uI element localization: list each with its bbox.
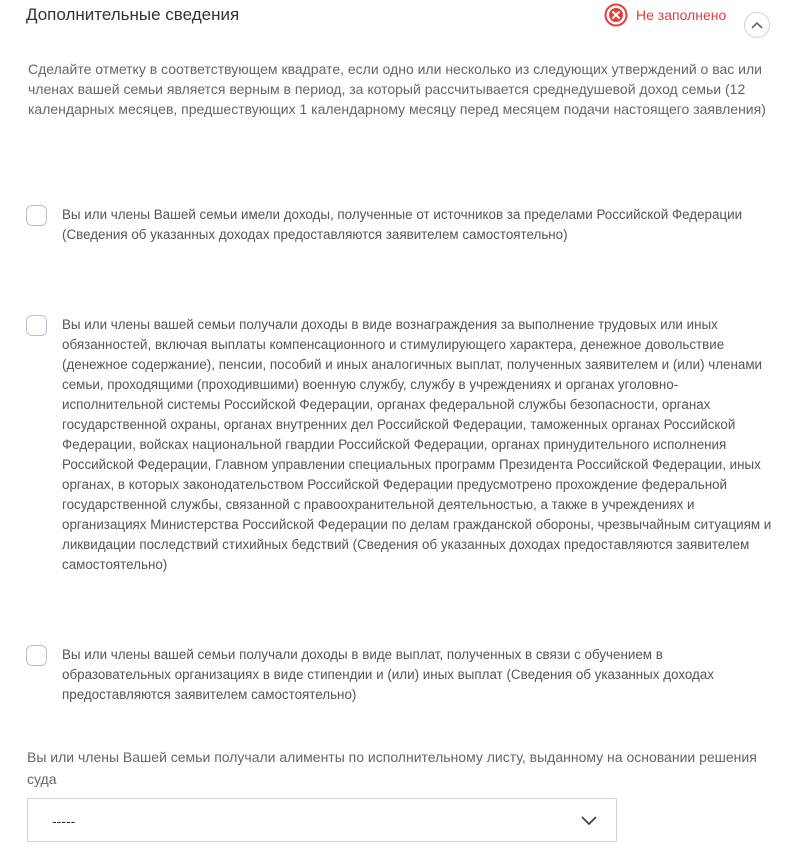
status-indicator	[604, 2, 726, 28]
intro-text: Сделайте отметку в соответствующем квадрате, если одно или несколько из следующих утверждений о вас или членах вашей семьи является верным в период, за который рассчитывается среднедушевой доход семьи (12 календарных месяцев, предшествующих 1 календарному месяцу перед месяцем подачи настоящего заявления)	[28, 61, 766, 117]
alimony-question-label: Вы или члены Вашей семьи получали алименты по исполнительному листу, выданному на основании решения суда	[27, 749, 757, 787]
checkbox-label-service-income: Вы или члены вашей семьи получали доходы в виде вознаграждения за выполнение трудовых или иных обязанностей, включая выплаты компенсационного и стимулирующего характера, денежное довольствие (денежное содержание), пенсии, пособий и иных аналогичных выплат, полученных заявителем и (или) членами семьи, проходящими (проходившими) военную службу, службу в учреждениях и органах уголовно-исполнительной системы Российской Федерации, органах федеральной службы безопасности, органах государственной охраны, органах внутренних дел Российской Федерации, таможенных органах Российской Федерации, войсках национальной гвардии Российской Федерации, органах принудительного исполнения Российской Федерации, Главном управлении специальных программ Президента Российской Федерации, иных органах, в которых законодательством Российской Федерации предусмотрено прохождение федеральной государственной службы, связанной с правоохранительной деятельностью, а также в учреждениях и организациях Министерства Российской Федерации по делам гражданской обороны, чрезвычайным ситуациям и ликвидации последствий стихийных бедствий (Сведения об указанных доходах предоставляются заявителем самостоятельно)	[62, 317, 772, 572]
status-text: Не заполнено	[636, 7, 727, 23]
checkbox-foreign-income[interactable]	[26, 205, 47, 226]
collapse-button[interactable]	[744, 12, 770, 38]
checkbox-label-foreign-income: Вы или члены Вашей семьи имели доходы, полученные от источников за пределами Российской Федерации (Сведения об указанных доходах предоставляются заявителем самостоятельно)	[62, 207, 743, 242]
chevron-up-icon	[751, 16, 763, 34]
alimony-select-value: -----	[52, 813, 76, 829]
section-title: Дополнительные сведения	[26, 5, 240, 24]
alimony-select[interactable]	[27, 798, 617, 842]
error-x-circle-icon	[604, 3, 628, 27]
section-header	[26, 0, 772, 40]
checkbox-service-income[interactable]	[26, 315, 47, 336]
chevron-down-icon	[580, 813, 598, 827]
checkbox-label-education-income: Вы или члены вашей семьи получали доходы в виде выплат, полученных в связи с обучением в образовательных организациях в виде стипендии и (или) иных выплат (Сведения об указанных доходах предоставляются заявителем самостоятельно)	[62, 647, 714, 702]
checkbox-education-income[interactable]	[26, 645, 47, 666]
